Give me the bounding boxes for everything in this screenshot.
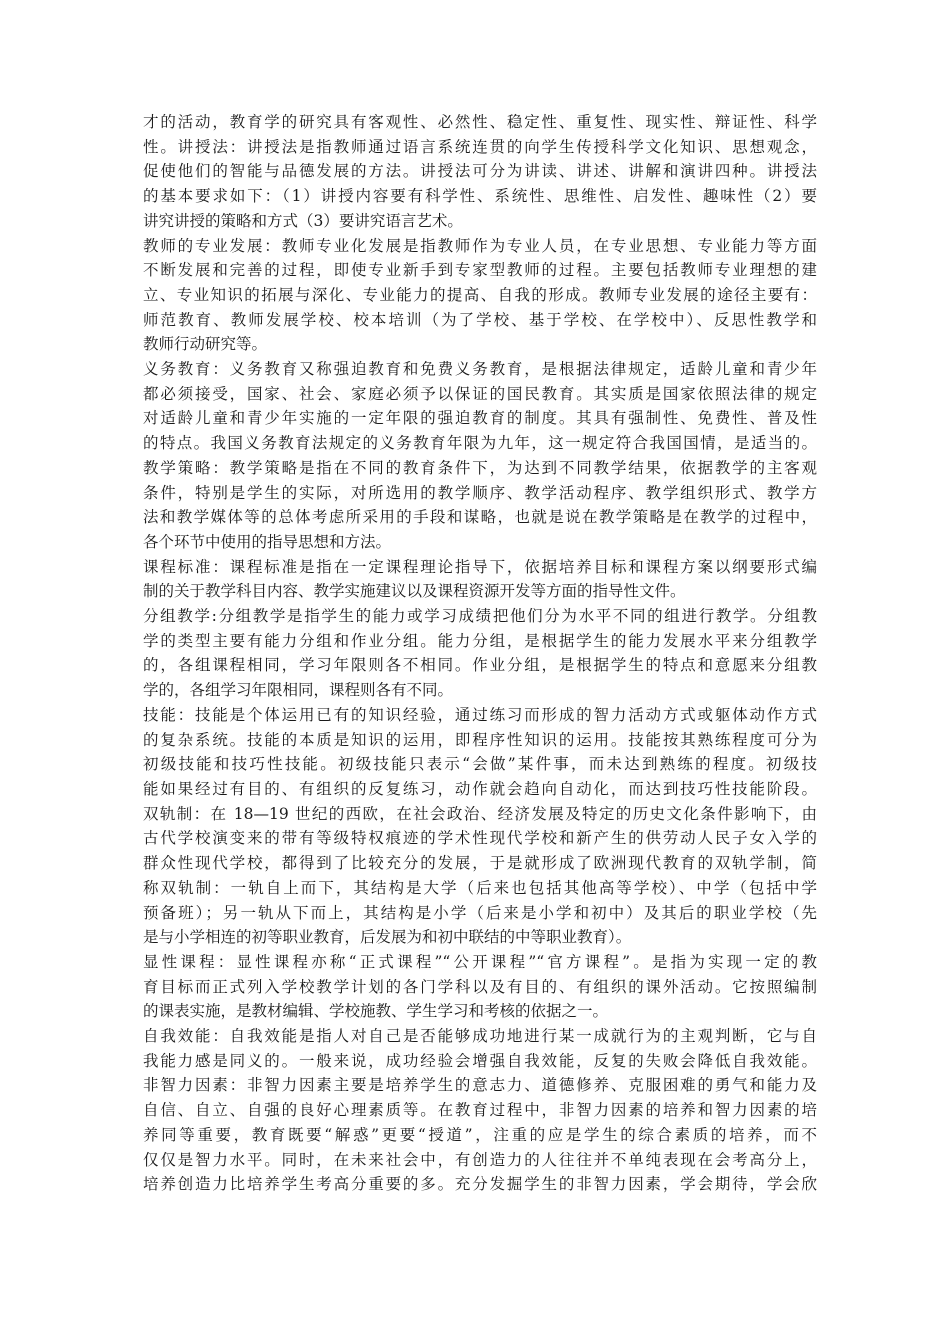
text-line: 的复杂系统。技能的本质是知识的运用，即程序性知识的运用。技能按其熟练程度可分为 — [143, 730, 817, 749]
text-line: 义务教育：义务教育又称强迫教育和免费义务教育，是根据法律规定，适龄儿童和青少年 — [143, 360, 817, 379]
text-line: 双轨制：在 18—19 世纪的西欧，在社会政治、经济发展及特定的历史文化条件影响下，由 — [143, 804, 817, 823]
text-line: 课程标准：课程标准是指在一定课程理论指导下，依据培养目标和课程方案以纲要形式编 — [143, 557, 817, 576]
text-line: 显性课程：显性课程亦称“正式课程”“公开课程”“官方课程”。是指为实现一定的教 — [143, 952, 817, 971]
text-line: 法和教学媒体等的总体考虑所采用的手段和谋略，也就是说在教学策略是在教学的过程中， — [143, 508, 817, 527]
text-line: 制的关于教学科目内容、教学实施建议以及课程资源开发等方面的指导性文件。 — [143, 582, 686, 601]
text-line: 技能：技能是个体运用已有的知识经验，通过练习而形成的智力活动方式或躯体动作方式 — [143, 705, 817, 724]
text-line: 对适龄儿童和青少年实施的一定年限的强迫教育的制度。其具有强制性、免费性、普及性 — [143, 409, 817, 428]
text-line: 都必须接受，国家、社会、家庭必须予以保证的国民教育。其实质是国家依照法律的规定 — [143, 384, 817, 403]
text-line: 讲究讲授的策略和方式（3）要讲究语言艺术。 — [143, 211, 463, 230]
text-line: 自我效能：自我效能是指人对自己是否能够成功地进行某一成就行为的主观判断，它与自 — [143, 1027, 817, 1046]
text-line: 学的类型主要有能力分组和作业分组。能力分组，是根据学生的能力发展水平来分组教学 — [143, 631, 817, 650]
text-line: 师范教育、教师发展学校、校本培训（为了学校、基于学校、在学校中）、反思性教学和 — [143, 310, 817, 329]
text-line: 古代学校演变来的带有等级特权痕迹的学术性现代学校和新产生的供劳动人民子女入学的 — [143, 829, 817, 848]
text-line: 立、专业知识的拓展与深化、专业能力的提高、自我的形成。教师专业发展的途径主要有： — [143, 285, 817, 304]
text-line: 称双轨制：一轨自上而下，其结构是大学（后来也包括其他高等学校）、中学（包括中学 — [143, 878, 817, 897]
text-line: 的基本要求如下：（1）讲授内容要有科学性、系统性、思维性、启发性、趣味性（2）要 — [143, 187, 817, 206]
text-line: 我能力感是同义的。一般来说，成功经验会增强自我效能，反复的失败会降低自我效能。 — [143, 1051, 817, 1070]
text-line: 自信、自立、自强的良好心理素质等。在教育过程中，非智力因素的培养和智力因素的培 — [143, 1101, 817, 1120]
text-line: 分组教学:分组教学是指学生的能力或学习成绩把他们分为水平不同的组进行教学。分组教 — [143, 607, 817, 626]
text-line: 养同等重要，教育既要“解惑”更要“授道”，注重的应是学生的综合素质的培养，而不 — [143, 1125, 817, 1144]
text-line: 教师的专业发展：教师专业化发展是指教师作为专业人员，在专业思想、专业能力等方面 — [143, 236, 817, 255]
text-line: 促使他们的智能与品德发展的方法。讲授法可分为讲读、讲述、讲解和演讲四种。讲授法 — [143, 162, 817, 181]
text-line: 非智力因素：非智力因素主要是培养学生的意志力、道德修养、克服困难的勇气和能力及 — [143, 1076, 817, 1095]
text-line: 教学策略：教学策略是指在不同的教育条件下，为达到不同教学结果，依据教学的主客观 — [143, 458, 817, 477]
text-line: 学的，各组学习年限相同，课程则各有不同。 — [143, 681, 454, 700]
text-line: 性。讲授法：讲授法是指教师通过语言系统连贯的向学生传授科学文化知识、思想观念， — [143, 137, 817, 156]
text-line: 初级技能和技巧性技能。初级技能只表示“会做”某件事，而未达到熟练的程度。初级技 — [143, 755, 817, 774]
text-line: 能如果经过有目的、有组织的反复练习，动作就会趋向自动化，而达到技巧性技能阶段。 — [143, 779, 817, 798]
document-body — [143, 110, 817, 1197]
text-line: 育目标而正式列入学校教学计划的各门学科以及有目的、有组织的课外活动。它按照编制 — [143, 977, 817, 996]
text-line: 条件，特别是学生的实际，对所选用的教学顺序、教学活动程序、教学组织形式、教学方 — [143, 483, 817, 502]
text-line: 培养创造力比培养学生考高分重要的多。充分发掘学生的非智力因素，学会期待，学会欣 — [143, 1175, 817, 1194]
text-line: 是与小学相连的初等职业教育，后发展为和初中联结的中等职业教育）。 — [143, 928, 632, 947]
text-line: 的，各组课程相同，学习年限则各不相同。作业分组，是根据学生的特点和意愿来分组教 — [143, 656, 817, 675]
text-line: 各个环节中使用的指导思想和方法。 — [143, 532, 392, 551]
text-line: 的课表实施，是教材编辑、学校施教、学生学习和考核的依据之一。 — [143, 1002, 609, 1021]
text-line: 预备班）；另一轨从下而上，其结构是小学（后来是小学和初中）及其后的职业学校（先 — [143, 903, 817, 922]
text-line: 不断发展和完善的过程，即使专业新手到专家型教师的过程。主要包括教师专业理想的建 — [143, 261, 817, 280]
text-line: 的特点。我国义务教育法规定的义务教育年限为九年，这一规定符合我国国情，是适当的。 — [143, 434, 817, 453]
text-line: 仅仅是智力水平。同时，在未来社会中，有创造力的人往往并不单纯表现在会考高分上， — [143, 1150, 817, 1169]
text-line: 教师行动研究等。 — [143, 335, 268, 354]
text-line: 群众性现代学校，都得到了比较充分的发展，于是就形成了欧洲现代教育的双轨学制，简 — [143, 854, 817, 873]
text-line: 才的活动，教育学的研究具有客观性、必然性、稳定性、重复性、现实性、辩证性、科学 — [143, 113, 817, 131]
